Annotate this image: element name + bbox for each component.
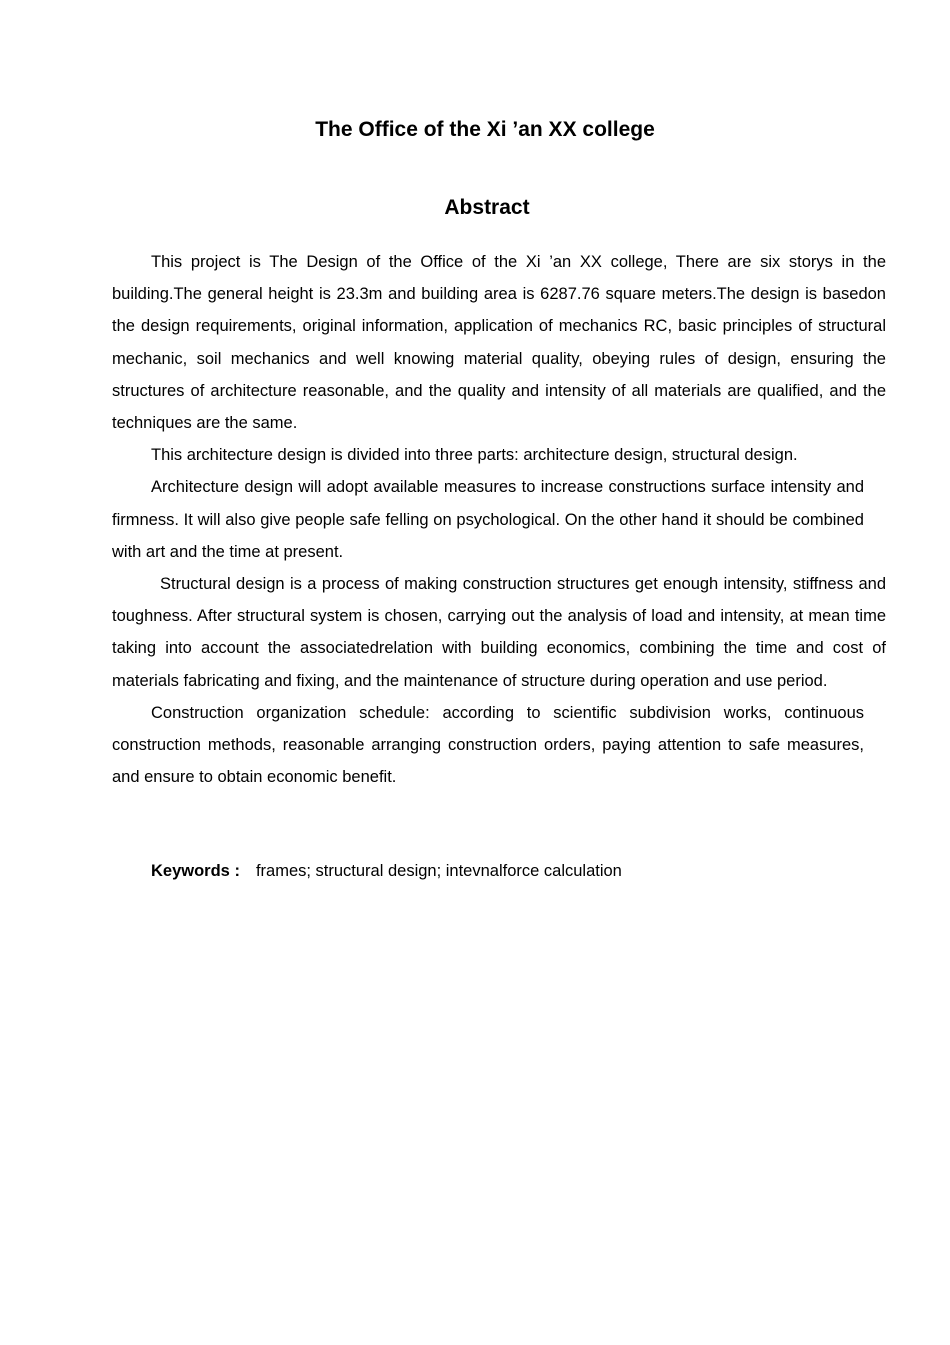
abstract-paragraph: Construction organization schedule: according to scientific subdivision works, continuous construction methods, reasonable arranging construction orders, paying attention to safe measures, and ensure to obtain economic benefit. [112, 703, 864, 787]
abstract-paragraph: Architecture design will adopt available measures to increase constructions surface intensity and firmness. It will also give people safe felling on psychological. On the other hand it should be combined with art and the time at present. [112, 478, 864, 561]
abstract-paragraph: This project is The Design of the Office of the Xi ’an XX college, There are six storys in the building.The general height is 23.3m and building area is 6287.76 square meters.The design is basedon the design requirements, original information, application of mechanics RC, basic principles of structural mechanic, soil mechanics and well knowing material quality, obeying rules of design, ensuring the structures of architecture reasonable, and the quality and intensity of all materials are qualified, and the techniques are the same. [112, 253, 886, 433]
document-title: The Office of the Xi ’an XX college [315, 118, 655, 141]
keywords-value: frames; structural design; intevnalforce calculation [255, 862, 622, 880]
keywords-line [151, 856, 851, 886]
keywords-label: Keywords : [151, 862, 240, 880]
abstract-heading: Abstract [444, 196, 530, 219]
abstract-paragraph: This architecture design is divided into three parts: architecture design, structural design. [151, 446, 798, 465]
abstract-paragraph: Structural design is a process of making construction structures get enough intensity, stiffness and toughness. After structural system is chosen, carrying out the analysis of load and intensity, at mean time taking into account the associatedrelation with building economics, combining the time and cost of materials fabricating and fixing, and the maintenance of structure during operation and use period. [112, 575, 886, 690]
abstract-body [112, 246, 886, 793]
